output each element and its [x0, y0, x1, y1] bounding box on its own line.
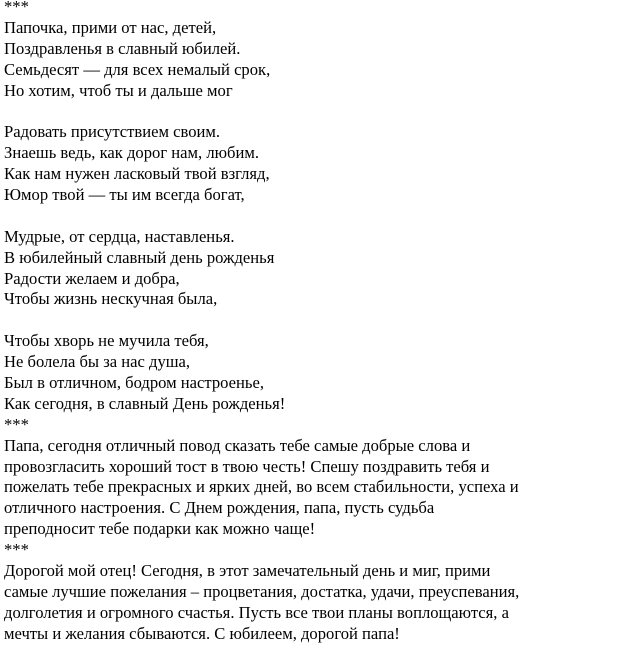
prose-line: мечты и желания сбываются. С юбилеем, дорогой папа! [4, 623, 400, 643]
prose-paragraph [4, 436, 614, 540]
prose-line: отличного настроения. С Днем рождения, папа, пусть судьба [4, 498, 435, 518]
prose-line: пожелать тебе прекрасных и ярких дней, во всем стабильности, успеха и [4, 477, 519, 497]
poem-line: В юбилейный славный день рожденья [4, 247, 275, 267]
prose-line: провозгласить хороший тост в твою честь! Спешу поздравить тебя и [4, 456, 490, 476]
poem-line: Семьдесят — для всех немалый срок, [4, 59, 271, 79]
poem-line: Юмор твой — ты им всегда богат, [4, 185, 245, 205]
poem-line: Но хотим, чтоб ты и дальше мог [4, 80, 233, 100]
prose-paragraph [4, 561, 614, 645]
stanza-gap [4, 310, 614, 331]
poem-stanza [4, 18, 614, 102]
poem-stanza [4, 331, 614, 415]
poem-stanza [4, 122, 614, 206]
prose-line: Дорогой мой отец! Сегодня, в этот замечательный день и миг, прими [4, 561, 491, 581]
poem-line: Чтобы жизнь нескучная была, [4, 289, 218, 309]
poem-line: Как нам нужен ласковый твой взгляд, [4, 164, 270, 184]
poem-line: Радости желаем и добра, [4, 268, 180, 288]
poem-line: Не болела бы за нас душа, [4, 352, 191, 372]
stanza-gap [4, 101, 614, 122]
poem-line: Как сегодня, в славный День рожденья! [4, 393, 286, 413]
poem-line: Был в отличном, бодром настроенье, [4, 373, 264, 393]
stanza-gap [4, 206, 614, 227]
poem-line: Поздравленья в славный юбилей. [4, 38, 241, 58]
prose-line: преподносит тебе подарки как можно чаще! [4, 519, 316, 539]
document-text [4, 0, 614, 645]
separator: *** [4, 414, 29, 434]
poem-stanza [4, 227, 614, 311]
prose-line: долголетия и огромного счастья. Пусть все твои планы воплощаются, а [4, 602, 509, 622]
separator: *** [4, 0, 29, 16]
poem-line: Радовать присутствием своим. [4, 122, 221, 142]
poem-line: Знаешь ведь, как дорог нам, любим. [4, 143, 259, 163]
poem-line: Чтобы хворь не мучила тебя, [4, 331, 209, 351]
prose-line: Папа, сегодня отличный повод сказать тебе самые добрые слова и [4, 435, 471, 455]
prose-line: самые лучшие пожелания – процветания, достатка, удачи, преуспевания, [4, 581, 520, 601]
separator: *** [4, 540, 29, 560]
poem-line: Мудрые, от сердца, наставленья. [4, 226, 235, 246]
poem-line: Папочка, прими от нас, детей, [4, 17, 217, 37]
